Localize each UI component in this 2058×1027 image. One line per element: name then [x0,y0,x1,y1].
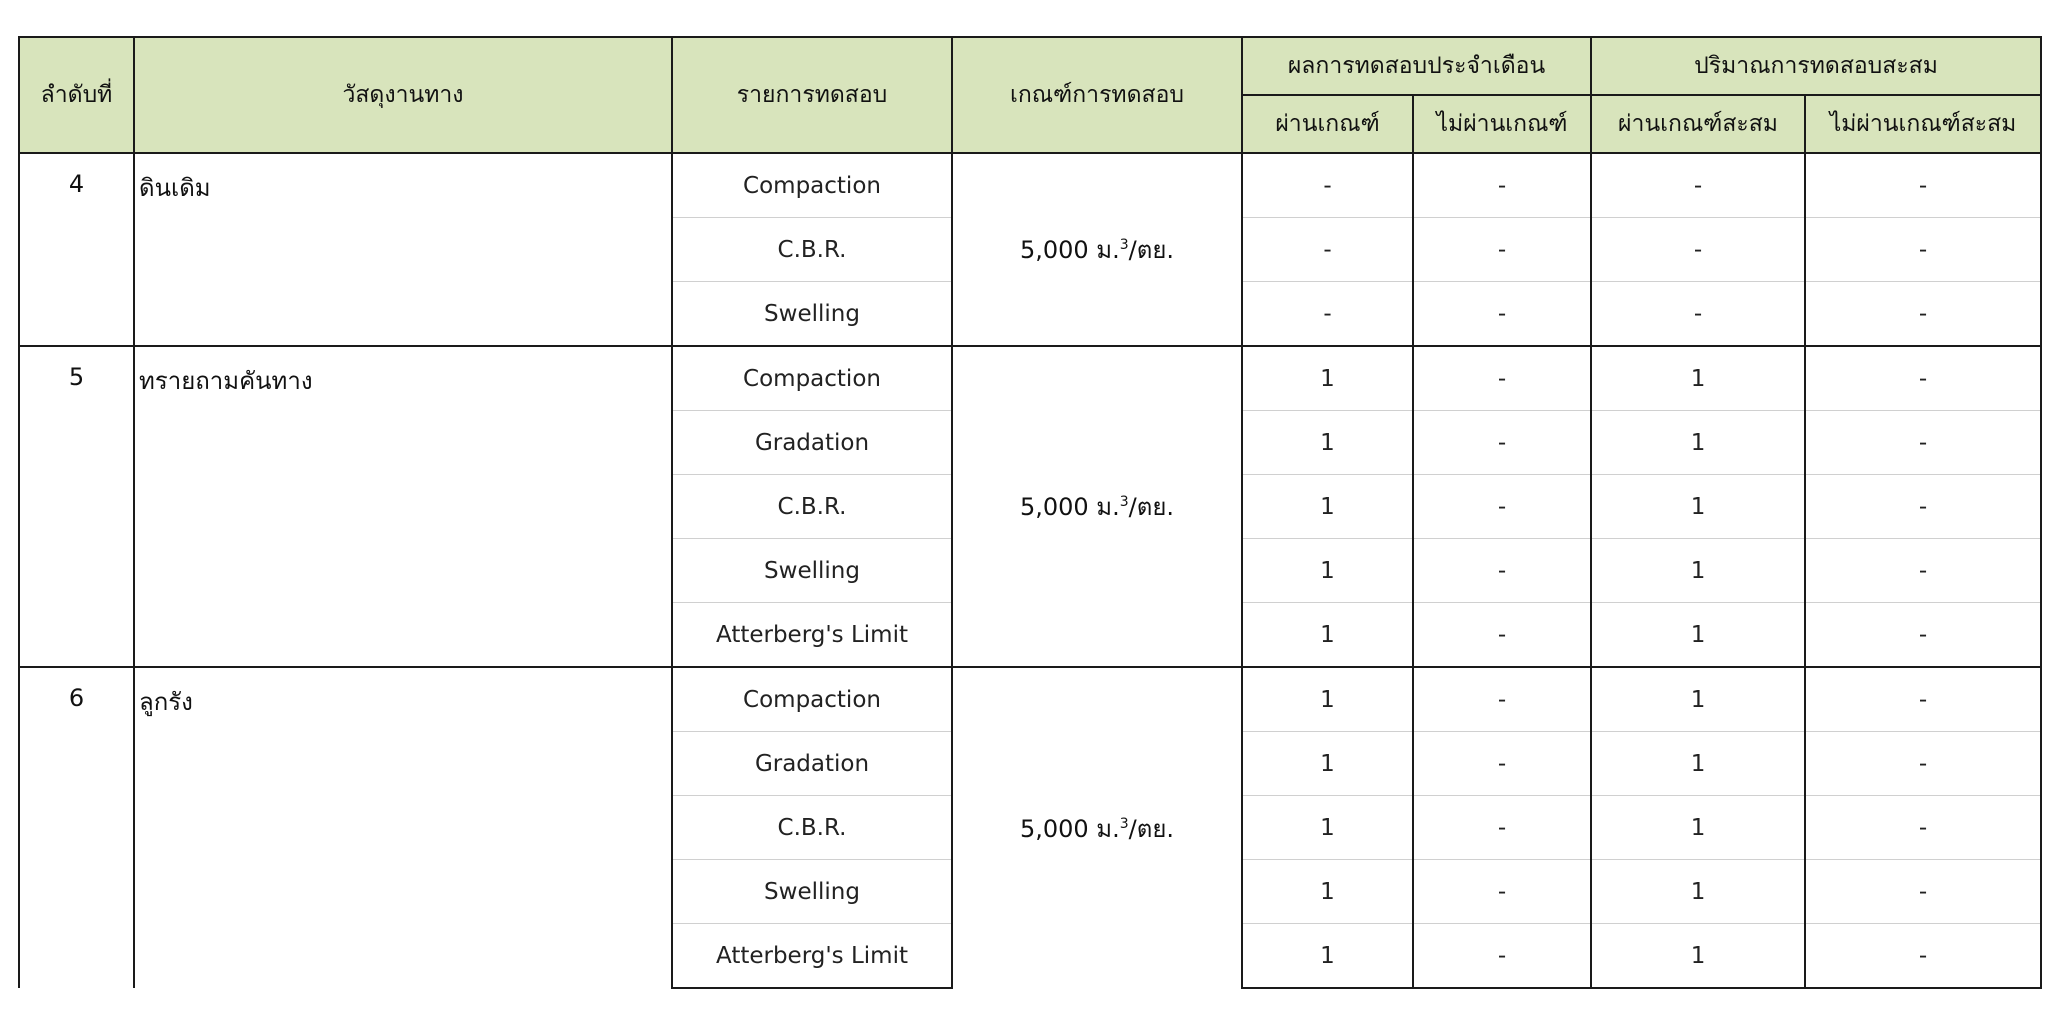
header-material: วัสดุงานทาง [134,37,672,153]
header-cumulative-pass: ผ่านเกณฑ์สะสม [1591,95,1805,153]
monthly-pass-value: 1 [1242,539,1413,603]
monthly-fail-value: - [1413,539,1591,603]
header-test: รายการทดสอบ [672,37,952,153]
criteria-superscript: 3 [1119,815,1129,832]
cumulative-pass-value: 1 [1591,603,1805,668]
monthly-fail-value: - [1413,860,1591,924]
test-name: Swelling [672,539,952,603]
cumulative-pass-value: 1 [1591,924,1805,989]
table-body [19,153,2041,988]
item-number: 5 [19,346,134,667]
cumulative-pass-value: 1 [1591,475,1805,539]
test-results-table [18,36,2042,989]
header-criteria: เกณฑ์การทดสอบ [952,37,1242,153]
header-cumulative-fail: ไม่ผ่านเกณฑ์สะสม [1805,95,2041,153]
criteria-superscript: 3 [1119,237,1129,253]
cumulative-fail-value: - [1805,411,2041,475]
criteria-value: 5,000 ม. [1019,236,1120,264]
header-group-cumulative: ปริมาณการทดสอบสะสม [1591,37,2041,95]
monthly-pass-value: - [1242,282,1413,347]
monthly-fail-value: - [1413,346,1591,411]
criteria-unit: /ตย. [1128,236,1175,264]
monthly-fail-value: - [1413,603,1591,668]
cumulative-fail-value: - [1805,475,2041,539]
material-name: ทรายถามคันทาง [134,346,672,667]
results-sheet [18,36,2040,989]
cumulative-fail-value: - [1805,732,2041,796]
cumulative-pass-value: 1 [1591,411,1805,475]
monthly-pass-value: 1 [1242,475,1413,539]
table-row [19,667,2041,732]
item-number: 6 [19,667,134,988]
test-name: Compaction [672,667,952,732]
criteria-unit: /ตย. [1128,814,1175,843]
material-name: ดินเดิม [134,153,672,346]
cumulative-pass-value: - [1591,153,1805,218]
test-name: Swelling [672,860,952,924]
test-name: Swelling [672,282,952,347]
cumulative-fail-value: - [1805,153,2041,218]
monthly-fail-value: - [1413,667,1591,732]
cumulative-fail-value: - [1805,667,2041,732]
test-name: Compaction [672,346,952,411]
cumulative-fail-value: - [1805,603,2041,668]
cumulative-fail-value: - [1805,924,2041,989]
test-name: Atterberg's Limit [672,924,952,989]
table-row [19,153,2041,218]
table-header [19,37,2041,153]
cumulative-pass-value: - [1591,282,1805,347]
test-name: Atterberg's Limit [672,603,952,668]
test-criteria [952,667,1242,988]
monthly-pass-value: - [1242,218,1413,282]
test-name: Gradation [672,732,952,796]
header-no: ลำดับที่ [19,37,134,153]
cumulative-fail-value: - [1805,796,2041,860]
monthly-pass-value: 1 [1242,603,1413,668]
monthly-fail-value: - [1413,153,1591,218]
test-name: C.B.R. [672,475,952,539]
monthly-fail-value: - [1413,475,1591,539]
header-group-monthly: ผลการทดสอบประจำเดือน [1242,37,1591,95]
material-name: ลูกรัง [134,667,672,988]
cumulative-fail-value: - [1805,539,2041,603]
monthly-pass-value: 1 [1242,860,1413,924]
criteria-superscript: 3 [1119,494,1129,510]
cumulative-fail-value: - [1805,860,2041,924]
cumulative-pass-value: 1 [1591,539,1805,603]
monthly-pass-value: 1 [1242,411,1413,475]
test-name: Gradation [672,411,952,475]
monthly-fail-value: - [1413,411,1591,475]
cumulative-pass-value: 1 [1591,667,1805,732]
criteria-value: 5,000 ม. [1019,814,1120,843]
monthly-fail-value: - [1413,218,1591,282]
item-number: 4 [19,153,134,346]
monthly-fail-value: - [1413,796,1591,860]
test-criteria [952,346,1242,667]
header-monthly-fail: ไม่ผ่านเกณฑ์ [1413,95,1591,153]
cumulative-pass-value: - [1591,218,1805,282]
header-monthly-pass: ผ่านเกณฑ์ [1242,95,1413,153]
cumulative-pass-value: 1 [1591,796,1805,860]
monthly-fail-value: - [1413,732,1591,796]
cumulative-fail-value: - [1805,346,2041,411]
table-row [19,346,2041,411]
test-name: C.B.R. [672,796,952,860]
test-name: C.B.R. [672,218,952,282]
monthly-pass-value: - [1242,153,1413,218]
criteria-value: 5,000 ม. [1019,493,1120,521]
test-criteria [952,153,1242,346]
monthly-pass-value: 1 [1242,667,1413,732]
monthly-fail-value: - [1413,282,1591,347]
monthly-pass-value: 1 [1242,732,1413,796]
cumulative-pass-value: 1 [1591,346,1805,411]
criteria-unit: /ตย. [1128,493,1175,521]
cumulative-fail-value: - [1805,282,2041,347]
monthly-fail-value: - [1413,924,1591,989]
monthly-pass-value: 1 [1242,346,1413,411]
monthly-pass-value: 1 [1242,924,1413,989]
cumulative-pass-value: 1 [1591,860,1805,924]
cumulative-pass-value: 1 [1591,732,1805,796]
test-name: Compaction [672,153,952,218]
monthly-pass-value: 1 [1242,796,1413,860]
cumulative-fail-value: - [1805,218,2041,282]
